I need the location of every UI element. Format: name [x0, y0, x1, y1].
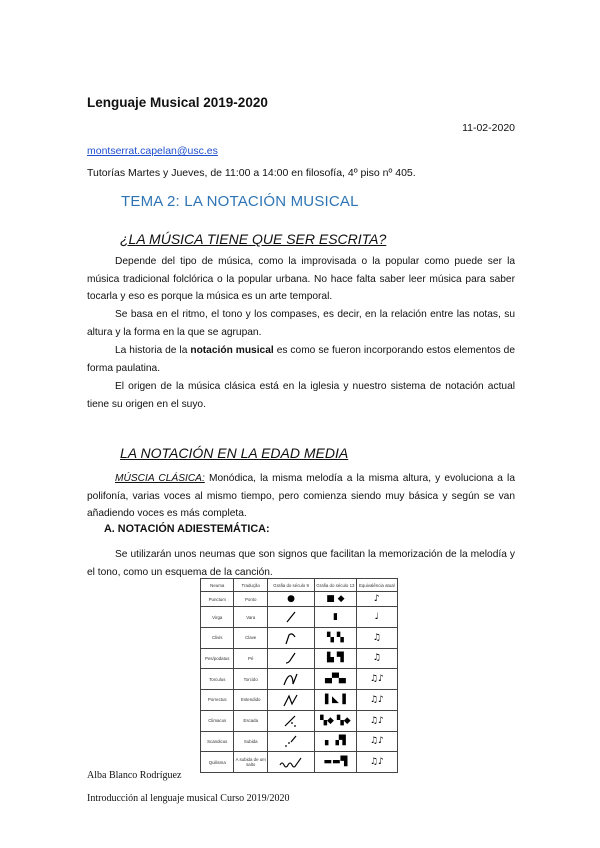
table-row: [201, 607, 398, 628]
neume-translation: A subida de um salto: [234, 752, 267, 773]
neume-name: Punctum: [201, 592, 234, 607]
table-header: Equivalência atual: [356, 579, 397, 592]
subsection-heading-adiastematic: A. NOTACIÓN ADIESTEMÁTICA:: [104, 523, 270, 535]
neume-name: Virga: [201, 607, 234, 628]
torculus-9th-glyph: [267, 669, 314, 690]
quilisma-13th-glyph: ▬▬▜: [315, 752, 356, 773]
scandicus-9th-glyph: [267, 731, 314, 752]
neume-translation: Ponto: [234, 592, 267, 607]
pes-modern-glyph: ♫: [356, 648, 397, 669]
neume-name: Porrectus: [201, 690, 234, 711]
virga-modern-glyph: ♩: [356, 607, 397, 628]
neume-translation: Torcido: [234, 669, 267, 690]
porrectus-13th-glyph: ▌◣▐: [315, 690, 356, 711]
paragraph-6: Se utilizarán unos neumas que son signos que facilitan la memorización de la melodía y el tono, como un esquema de la canción.: [87, 549, 515, 578]
punctum-13th-glyph: ■ ◆: [315, 592, 356, 607]
table-header-row: [201, 579, 398, 592]
table-row: [201, 669, 398, 690]
scandicus-13th-glyph: ▖▗▜: [315, 731, 356, 752]
neume-translation: Subida: [234, 731, 267, 752]
neume-name: Climacus: [201, 710, 234, 731]
table-row: [201, 752, 398, 773]
scandicus-modern-glyph: ♫♪: [356, 731, 397, 752]
torculus-modern-glyph: ♫♪: [356, 669, 397, 690]
punctum-modern-glyph: ♪: [356, 592, 397, 607]
table-header: Grafia do século 9: [267, 579, 314, 592]
paragraph-1: Depende del tipo de música, como la improvisada o la popular como puede ser la música tradicional folclórica o la popular urbana. No hace falta saber leer música para saber tocarla y eso es porque la música es un arte temporal.: [87, 256, 515, 302]
torculus-13th-glyph: ▄▀▄: [315, 669, 356, 690]
table-header: Grafia do século 13: [315, 579, 356, 592]
table-row: [201, 710, 398, 731]
document-title: Lenguaje Musical 2019-2020: [87, 95, 268, 110]
table-header: Tradução: [234, 579, 267, 592]
quilisma-modern-glyph: ♫♪: [356, 752, 397, 773]
porrectus-9th-glyph: [267, 690, 314, 711]
table-row: [201, 690, 398, 711]
classical-music-label: MÚSCIA CLÁSICA:: [115, 473, 205, 484]
porrectus-modern-glyph: ♫♪: [356, 690, 397, 711]
section-heading-written-music: ¿LA MÚSICA TIENE QUE SER ESCRITA?: [120, 231, 387, 247]
table-row: [201, 627, 398, 648]
paragraph-3: La historia de la notación musical es como se fueron incorporando estos elementos de forma paulatina.: [87, 345, 515, 374]
table-row: [201, 648, 398, 669]
neume-name: Scandicus: [201, 731, 234, 752]
footer-course: Introducción al lenguaje musical Curso 2019/2020: [87, 793, 290, 804]
neume-name: Pes/podatus: [201, 648, 234, 669]
clivis-13th-glyph: ▚ ▚: [315, 627, 356, 648]
email-link[interactable]: montserrat.capelan@usc.es: [87, 145, 218, 157]
table-row: [201, 592, 398, 607]
table-header: Neuma: [201, 579, 234, 592]
tutoring-schedule: Tutorías Martes y Jueves, de 11:00 a 14:00 en filosofía, 4º piso nº 405.: [87, 167, 416, 179]
neume-name: Torculus: [201, 669, 234, 690]
neume-table-image: [200, 578, 398, 773]
punctum-9th-glyph: ●: [267, 592, 314, 607]
paragraph-2: Se basa en el ritmo, el tono y los compases, es decir, en la relación entre las notas, su altura y la forma en la que se agrupan.: [87, 309, 515, 338]
neume-translation: Escada: [234, 710, 267, 731]
clivis-9th-glyph: [267, 627, 314, 648]
neume-name: Clivis: [201, 627, 234, 648]
climacus-modern-glyph: ♫♪: [356, 710, 397, 731]
virga-9th-glyph: [267, 607, 314, 628]
neume-translation: Vara: [234, 607, 267, 628]
pes-9th-glyph: [267, 648, 314, 669]
section-heading-medieval-notation: LA NOTACIÓN EN LA EDAD MEDIA: [120, 445, 349, 461]
paragraph-4: El origen de la música clásica está en la iglesia y nuestro sistema de notación actual tiene su origen en el suyo.: [87, 381, 515, 410]
pes-13th-glyph: ▙ ▜: [315, 648, 356, 669]
topic-title: TEMA 2: LA NOTACIÓN MUSICAL: [121, 193, 359, 210]
footer-author: Alba Blanco Rodríguez: [87, 770, 182, 781]
neume-translation: Estendido: [234, 690, 267, 711]
table-row: [201, 731, 398, 752]
neume-translation: Pé: [234, 648, 267, 669]
quilisma-9th-glyph: [267, 752, 314, 773]
paragraph-5: MÚSCIA CLÁSICA: Monódica, la misma melodía a la misma altura, y evoluciona a la polifonía, varias voces al mismo tiempo, pero comienza siendo muy básica y según se van añadiendo voces es más completa.: [87, 473, 515, 519]
neume-translation: Clave: [234, 627, 267, 648]
neume-name: Quilisma: [201, 752, 234, 773]
climacus-13th-glyph: ▚◆ ▚◆: [315, 710, 356, 731]
climacus-9th-glyph: [267, 710, 314, 731]
document-date: 11-02-2020: [462, 122, 515, 134]
bold-term: notación musical: [190, 345, 274, 356]
clivis-modern-glyph: ♫: [356, 627, 397, 648]
virga-13th-glyph: ▮: [315, 607, 356, 628]
